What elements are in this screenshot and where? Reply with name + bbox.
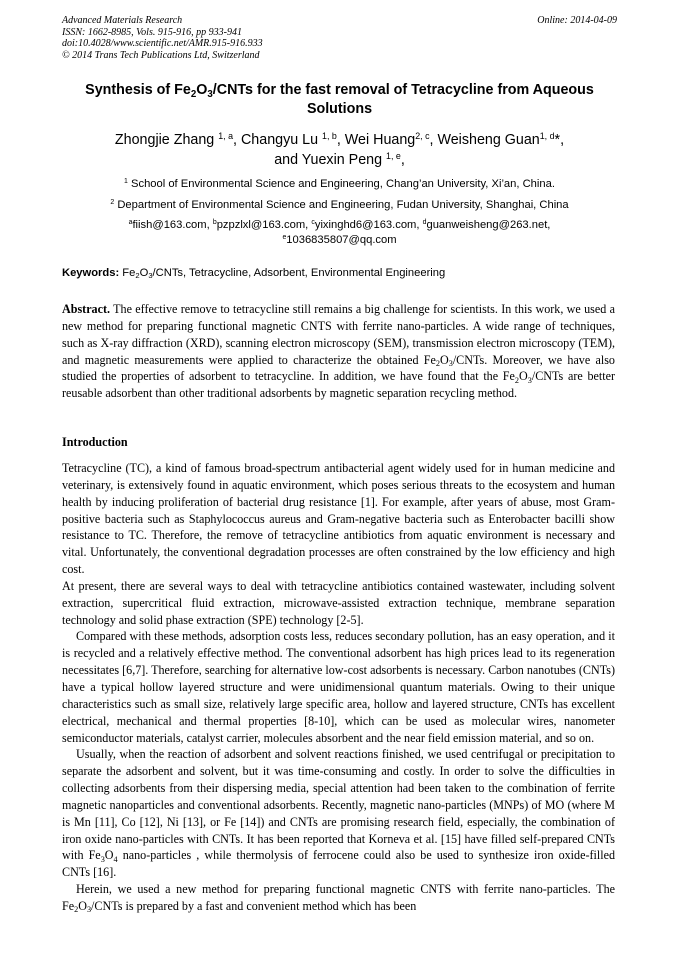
author-list bbox=[62, 130, 617, 170]
author: and Yuexin Peng $^{1, e}$, bbox=[274, 151, 405, 168]
email[interactable]: $^d$guanweisheng@263.net, bbox=[422, 219, 551, 231]
issn-line: ISSN: 1662-8985, Vols. 915-916, pp 933-941 bbox=[62, 26, 242, 38]
introduction-body bbox=[62, 460, 615, 915]
abstract-label: Abstract. bbox=[62, 302, 111, 316]
author: Zhongjie Zhang $^{1, a}$, bbox=[114, 131, 241, 148]
keywords: Keywords: $Fe_2O_3$/CNTs, Tetracycline, Adsorbent, Environmental Engineering bbox=[62, 267, 446, 281]
author: Wei Huang$^{2, c}$, bbox=[344, 131, 438, 148]
email[interactable]: $^a$fiish@163.com, bbox=[128, 219, 213, 231]
author-emails bbox=[62, 218, 617, 248]
author: Weisheng Guan$^{1, d}$*, bbox=[437, 131, 565, 148]
abstract: Abstract. The effective remove to tetracycline still remains a big challenge for scientists. In this work, we used a new method for preparing functional magnetic CNTS with ferrite nano-particles. A wide range of techniques, such as X-ray diffraction (XRD), scanning electron microscopy (SEM), transmission electron microscopy (TEM), and magnetic measurements were applied to characterize the obtained $Fe_2O_3$/CNTs. Moreover, we have also studied the properties of adsorbent to tetracycline. In addition, we have found that the $Fe_2O_3$/CNTs are better reusable adsorbent than other traditional adsorbents by magnetic separation recycling method. bbox=[62, 302, 615, 401]
email[interactable]: $^b$pzpzlxl@163.com, bbox=[212, 219, 312, 231]
author: Changyu Lu $^{1, b}$, bbox=[240, 131, 345, 148]
paragraph: Usually, when the reaction of adsorbent and solvent reactions finished, we used centrifugal or precipitation to separate the adsorbent and solvent, but it was time-consuming and costly. In order to solve the difficulties in collecting adsorbents from their dispersing media, special attention had been taken to the combination of ferrite magnetic nanoparticles and conventional adsorbents. Recently, magnetic nano-particles (MNPs) of MO (where M is Mn [11], Co [12], Ni [13], or Fe [14]) and CNTs are promising research field, especially, the combination of iron oxide nano-particles with CNTs. It has been reported that Korneva et al. [15] have filled self-prepared CNTs with $Fe_3O_4$ nano-particles , while thermolysis of ferrocene could also be used to synthesize iron oxide-filled CNTs [16]. bbox=[62, 747, 615, 880]
email[interactable]: $^e$1036835807@qq.com bbox=[282, 234, 397, 246]
affiliation-2: $^2$ Department of Environmental Science and Engineering, Fudan University, Shanghai, China bbox=[110, 199, 569, 211]
affiliation-1: $^1$ School of Environmental Science and Engineering, Chang’an University, Xi’an, China. bbox=[124, 178, 555, 190]
paragraph: At present, there are several ways to deal with tetracycline antibiotics contained wastewater, including solvent extraction, supercritical fluid extraction, microwave-assisted extraction technique, membrane separation technology and solid phase extraction (SPE) technology [2-5]. bbox=[62, 578, 615, 627]
paragraph: Compared with these methods, adsorption costs less, reduces secondary pollution, has an easy operation, and it is recycled and a relatively effective method. The conventional adsorbent has high prices lead to its regeneration necessitates [6,7]. Therefore, searching for alternative low-cost adsorbents is necessary. Carbon nanotubes (CNTs) have a typical hollow layered structure and were unidimensional quantum materials. Owing to their unique characteristics such as small size, relatively large specific area, hollow and layered structure, CNTs has excellent electrical, mechanical and thermal properties [8-10], which can be used as molecular wires, nanometer semiconductor materials, catalyst carrier, molecules absorbent and the near field emission material, and so on. bbox=[62, 629, 615, 745]
paragraph: Herein, we used a new method for preparing functional magnetic CNTS with ferrite nano-particles. The $Fe_2O_3$/CNTs is prepared by a fast and convenient method which has been bbox=[62, 882, 615, 915]
section-heading-introduction: Introduction bbox=[62, 435, 128, 449]
doi-line[interactable]: doi:10.4028/www.scientific.net/AMR.915-916.933 bbox=[62, 38, 263, 49]
journal-name: Advanced Materials Research bbox=[62, 15, 183, 26]
paper-title: Synthesis of $Fe_2O_3$/CNTs for the fast removal of Tetracycline from Aqueous Solutions bbox=[85, 82, 594, 117]
keywords-label: Keywords: bbox=[62, 267, 120, 279]
online-date: Online: 2014-04-09 bbox=[537, 15, 617, 26]
paragraph: Tetracycline (TC), a kind of famous broad-spectrum antibacterial agent widely used for in human medicine and veterinary, is extensively found in aquatic environment, which poses serious threats to the ecosystem and human health by inducing proliferation of bacterial drug resistance [1]. For example, after years of abuse, most Gram-positive bacteria such as Staphylococcus aureus and Gram-negative bacteria such as Enterobacter bacilli show resistance to TC. Therefore, the remove of tetracycline antibiotics from aquatic environment is necessary and vital. Unfortunately, the conventional degradation processes are often constrained by the low efficiency and high cost. bbox=[62, 461, 615, 577]
copyright-line: © 2014 Trans Tech Publications Ltd, Switzerland bbox=[62, 49, 260, 61]
journal-header bbox=[62, 15, 617, 61]
email[interactable]: $^c$yixinghd6@163.com, bbox=[311, 219, 423, 231]
